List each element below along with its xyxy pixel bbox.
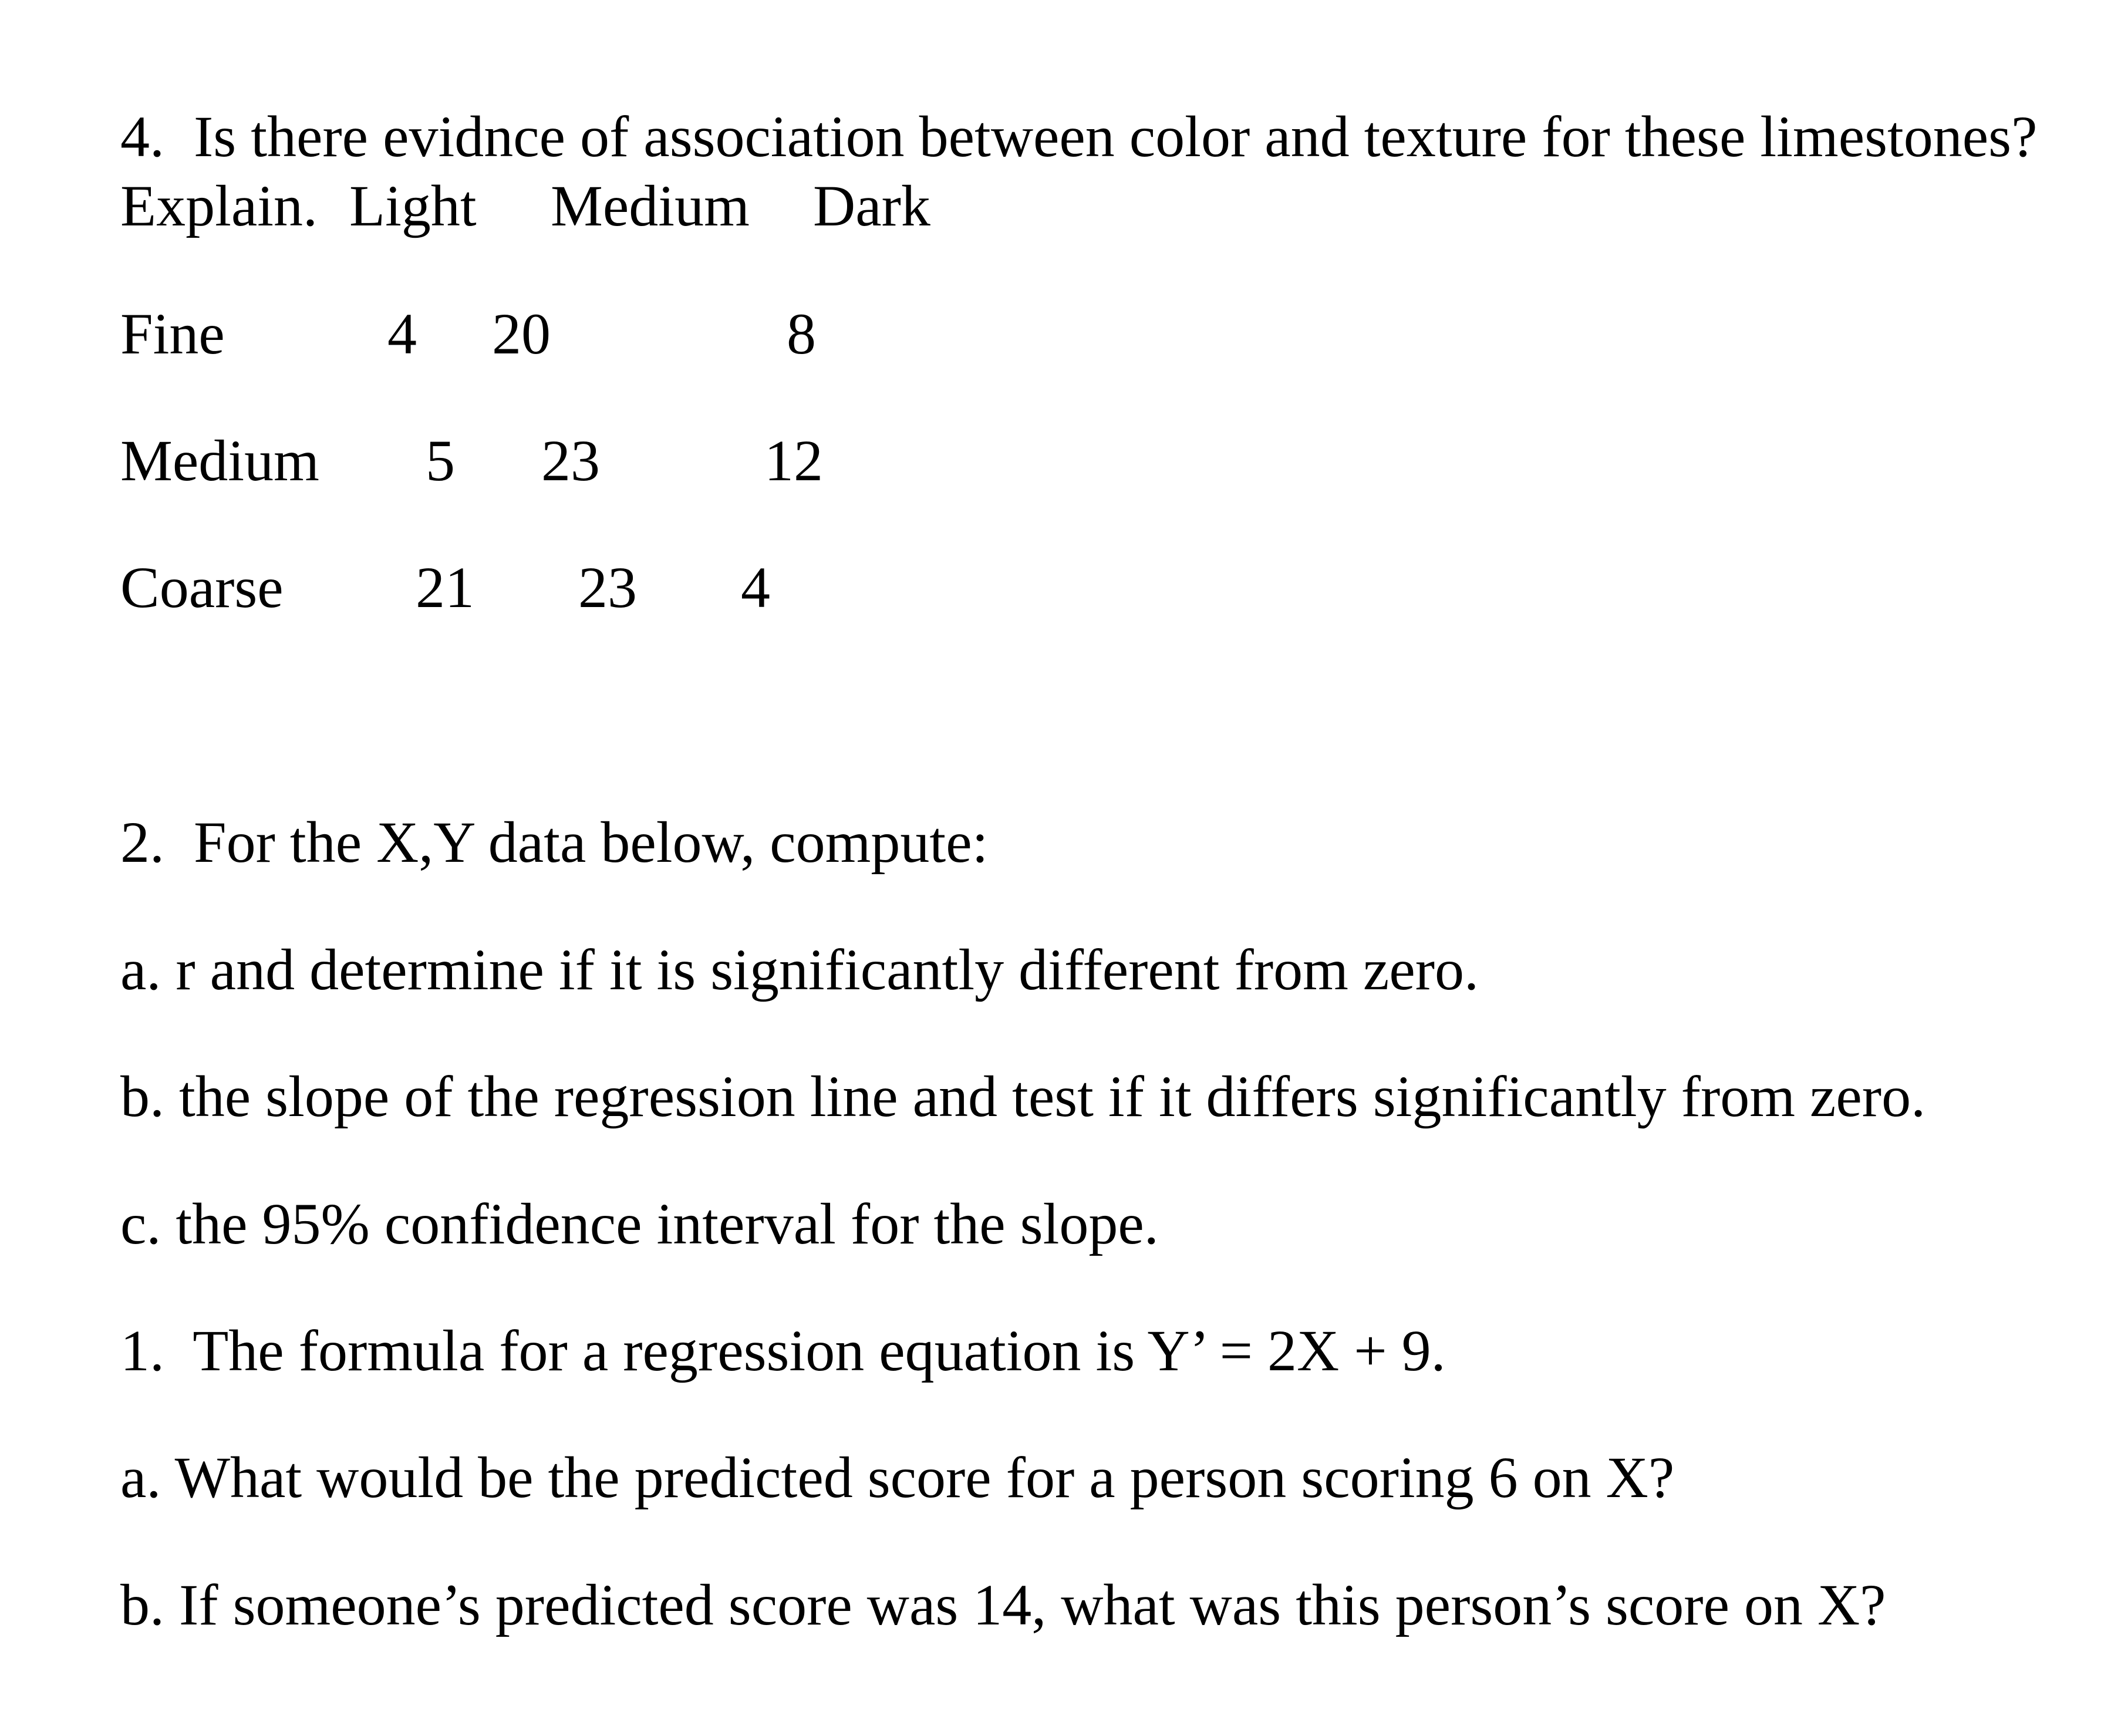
q2-part-a: a. r and determine if it is significantly different from zero. <box>120 937 1479 1002</box>
q4-cell-medium-dark: 12 <box>764 428 823 493</box>
q2-intro: 2. For the X,Y data below, compute: <box>120 810 989 875</box>
q1-intro: 1. The formula for a regression equation is Y’ = 2X + 9. <box>120 1318 1446 1383</box>
q4-explain-label: Explain. <box>120 173 318 238</box>
q4-col-header-dark: Dark <box>813 173 930 238</box>
q4-cell-fine-medium: 20 <box>492 301 551 366</box>
q4-row-label-fine: Fine <box>120 301 225 366</box>
q4-cell-medium-light: 5 <box>426 428 455 493</box>
q2-part-c: c. the 95% confidence interval for the slope. <box>120 1191 1159 1256</box>
q4-cell-coarse-light: 21 <box>416 555 474 620</box>
q4-row-label-medium: Medium <box>120 428 319 493</box>
q4-prompt-line: 4. Is there evidnce of association between color and texture for these limestones? <box>120 104 2038 169</box>
q4-cell-fine-light: 4 <box>387 301 417 366</box>
q4-cell-coarse-dark: 4 <box>741 555 770 620</box>
q4-cell-coarse-medium: 23 <box>578 555 637 620</box>
q4-col-header-light: Light <box>349 173 477 238</box>
q1-part-b: b. If someone’s predicted score was 14, what was this person’s score on X? <box>120 1572 1886 1637</box>
q2-part-b: b. the slope of the regression line and test if it differs significantly from zero. <box>120 1064 1926 1129</box>
q4-cell-fine-dark: 8 <box>787 301 816 366</box>
q1-part-a: a. What would be the predicted score for a person scoring 6 on X? <box>120 1445 1675 1510</box>
q4-col-header-medium: Medium <box>551 173 750 238</box>
q4-row-label-coarse: Coarse <box>120 555 284 620</box>
q4-cell-medium-medium: 23 <box>541 428 600 493</box>
